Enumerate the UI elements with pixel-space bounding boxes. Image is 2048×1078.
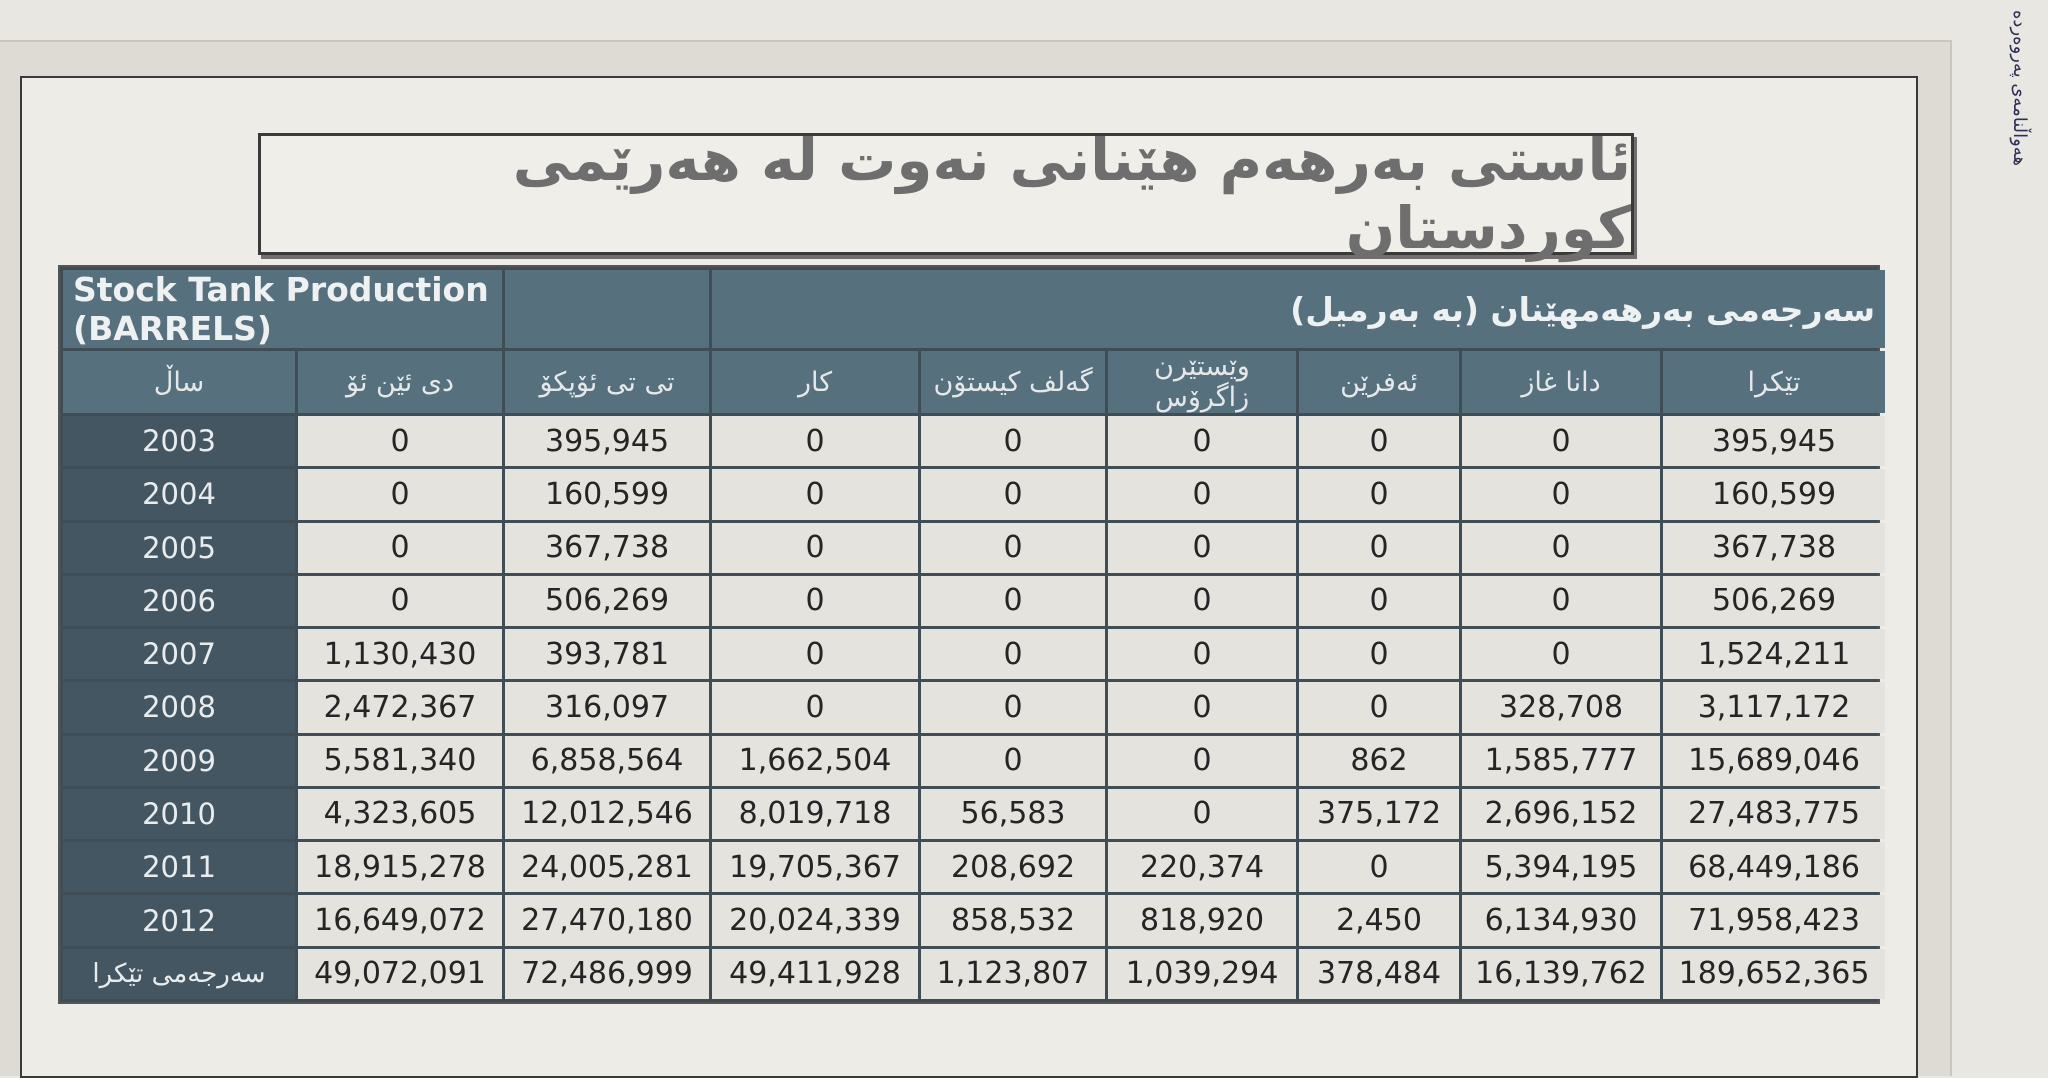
value-cell: 328,708: [1462, 682, 1660, 732]
total-cell: 16,139,762: [1462, 949, 1660, 999]
value-cell: 19,705,367: [712, 842, 918, 892]
value-cell: 0: [1299, 416, 1459, 466]
value-cell: 0: [1108, 416, 1296, 466]
year-cell: 2012: [63, 895, 295, 945]
total-cell: 378,484: [1299, 949, 1459, 999]
value-cell: 220,374: [1108, 842, 1296, 892]
value-cell: 27,483,775: [1663, 789, 1885, 839]
column-header: دانا غاز: [1462, 351, 1660, 413]
value-cell: 818,920: [1108, 895, 1296, 945]
value-cell: 12,012,546: [505, 789, 709, 839]
value-cell: 8,019,718: [712, 789, 918, 839]
value-cell: 0: [1462, 469, 1660, 519]
value-cell: 16,649,072: [298, 895, 502, 945]
value-cell: 0: [1462, 416, 1660, 466]
value-cell: 0: [1462, 523, 1660, 573]
column-header: دی ئێن ئۆ: [298, 351, 502, 413]
value-cell: 506,269: [1663, 576, 1885, 626]
value-cell: 395,945: [505, 416, 709, 466]
value-cell: 0: [1299, 523, 1459, 573]
table-row: [63, 416, 1885, 466]
value-cell: 1,130,430: [298, 629, 502, 679]
total-cell: 1,123,807: [921, 949, 1105, 999]
table-row: [63, 895, 1885, 945]
value-cell: 0: [298, 523, 502, 573]
column-header: کار: [712, 351, 918, 413]
table-row: [63, 629, 1885, 679]
total-cell: 72,486,999: [505, 949, 709, 999]
value-cell: 506,269: [505, 576, 709, 626]
value-cell: 0: [1299, 469, 1459, 519]
value-cell: 0: [921, 523, 1105, 573]
value-cell: 395,945: [1663, 416, 1885, 466]
value-cell: 0: [1108, 523, 1296, 573]
value-cell: 0: [712, 523, 918, 573]
value-cell: 6,858,564: [505, 736, 709, 786]
value-cell: 160,599: [1663, 469, 1885, 519]
value-cell: 0: [1299, 842, 1459, 892]
value-cell: 367,738: [505, 523, 709, 573]
value-cell: 0: [921, 469, 1105, 519]
value-cell: 0: [1108, 789, 1296, 839]
table-row: [63, 736, 1885, 786]
value-cell: 71,958,423: [1663, 895, 1885, 945]
value-cell: 858,532: [921, 895, 1105, 945]
year-cell: 2003: [63, 416, 295, 466]
value-cell: 0: [1108, 629, 1296, 679]
year-cell: 2007: [63, 629, 295, 679]
value-cell: 2,696,152: [1462, 789, 1660, 839]
value-cell: 0: [1299, 682, 1459, 732]
column-header: ئەفرێن: [1299, 351, 1459, 413]
value-cell: 0: [298, 469, 502, 519]
value-cell: 0: [712, 629, 918, 679]
production-table: [58, 265, 1880, 1004]
table-row: [63, 576, 1885, 626]
value-cell: 4,323,605: [298, 789, 502, 839]
value-cell: 56,583: [921, 789, 1105, 839]
value-cell: 5,581,340: [298, 736, 502, 786]
year-cell: 2006: [63, 576, 295, 626]
title-box: [258, 126, 1634, 262]
value-cell: 0: [712, 682, 918, 732]
value-cell: 0: [712, 416, 918, 466]
column-header: گەلف کیستۆن: [921, 351, 1105, 413]
year-cell: 2009: [63, 736, 295, 786]
value-cell: 1,585,777: [1462, 736, 1660, 786]
value-cell: 0: [298, 576, 502, 626]
year-cell: 2010: [63, 789, 295, 839]
table-row: [63, 469, 1885, 519]
value-cell: 0: [712, 576, 918, 626]
table-row: [63, 682, 1885, 732]
value-cell: 160,599: [505, 469, 709, 519]
value-cell: 0: [1299, 629, 1459, 679]
header-english: Stock Tank Production (BARRELS): [63, 270, 502, 348]
column-header: وێستێرن زاگرۆس: [1108, 351, 1296, 413]
value-cell: 15,689,046: [1663, 736, 1885, 786]
table-title-row: [63, 270, 1885, 348]
column-header-row: [63, 351, 1885, 413]
value-cell: 6,134,930: [1462, 895, 1660, 945]
value-cell: 24,005,281: [505, 842, 709, 892]
value-cell: 27,470,180: [505, 895, 709, 945]
value-cell: 367,738: [1663, 523, 1885, 573]
value-cell: 0: [921, 576, 1105, 626]
value-cell: 862: [1299, 736, 1459, 786]
value-cell: 0: [1108, 576, 1296, 626]
value-cell: 0: [921, 682, 1105, 732]
value-cell: 208,692: [921, 842, 1105, 892]
header-kurdish: سەرجەمی بەرهەمهێنان (بە بەرمیل): [712, 270, 1885, 348]
value-cell: 393,781: [505, 629, 709, 679]
value-cell: 316,097: [505, 682, 709, 732]
value-cell: 3,117,172: [1663, 682, 1885, 732]
total-cell: 1,039,294: [1108, 949, 1296, 999]
total-row: [63, 949, 1885, 999]
table-row: [63, 789, 1885, 839]
value-cell: 0: [1108, 736, 1296, 786]
year-cell: 2004: [63, 469, 295, 519]
value-cell: 0: [921, 416, 1105, 466]
value-cell: 0: [712, 469, 918, 519]
year-cell: 2005: [63, 523, 295, 573]
value-cell: 0: [921, 629, 1105, 679]
column-header: تی تی ئۆپکۆ: [505, 351, 709, 413]
column-header: تێکرا: [1663, 351, 1885, 413]
table-row: [63, 523, 1885, 573]
total-cell: 49,411,928: [712, 949, 918, 999]
value-cell: 2,472,367: [298, 682, 502, 732]
value-cell: 2,450: [1299, 895, 1459, 945]
total-cell: 189,652,365: [1663, 949, 1885, 999]
value-cell: 5,394,195: [1462, 842, 1660, 892]
value-cell: 375,172: [1299, 789, 1459, 839]
value-cell: 18,915,278: [298, 842, 502, 892]
value-cell: 0: [1462, 629, 1660, 679]
column-header: ساڵ: [63, 351, 295, 413]
margin-handwriting: هەواڵنامەی پەروەردە: [2009, 10, 2030, 166]
value-cell: 1,662,504: [712, 736, 918, 786]
value-cell: 20,024,339: [712, 895, 918, 945]
value-cell: 0: [1108, 682, 1296, 732]
total-label: سەرجەمی تێکرا: [63, 949, 295, 999]
value-cell: 0: [1462, 576, 1660, 626]
table-row: [63, 842, 1885, 892]
value-cell: 0: [298, 416, 502, 466]
value-cell: 1,524,211: [1663, 629, 1885, 679]
value-cell: 0: [921, 736, 1105, 786]
value-cell: 0: [1108, 469, 1296, 519]
year-cell: 2008: [63, 682, 295, 732]
value-cell: 68,449,186: [1663, 842, 1885, 892]
header-empty: [505, 270, 709, 348]
value-cell: 0: [1299, 576, 1459, 626]
total-cell: 49,072,091: [298, 949, 502, 999]
year-cell: 2011: [63, 842, 295, 892]
page-title: ئاستی بەرهەم هێنانی نەوت لە هەرێمی کوردستان: [512, 126, 1631, 262]
